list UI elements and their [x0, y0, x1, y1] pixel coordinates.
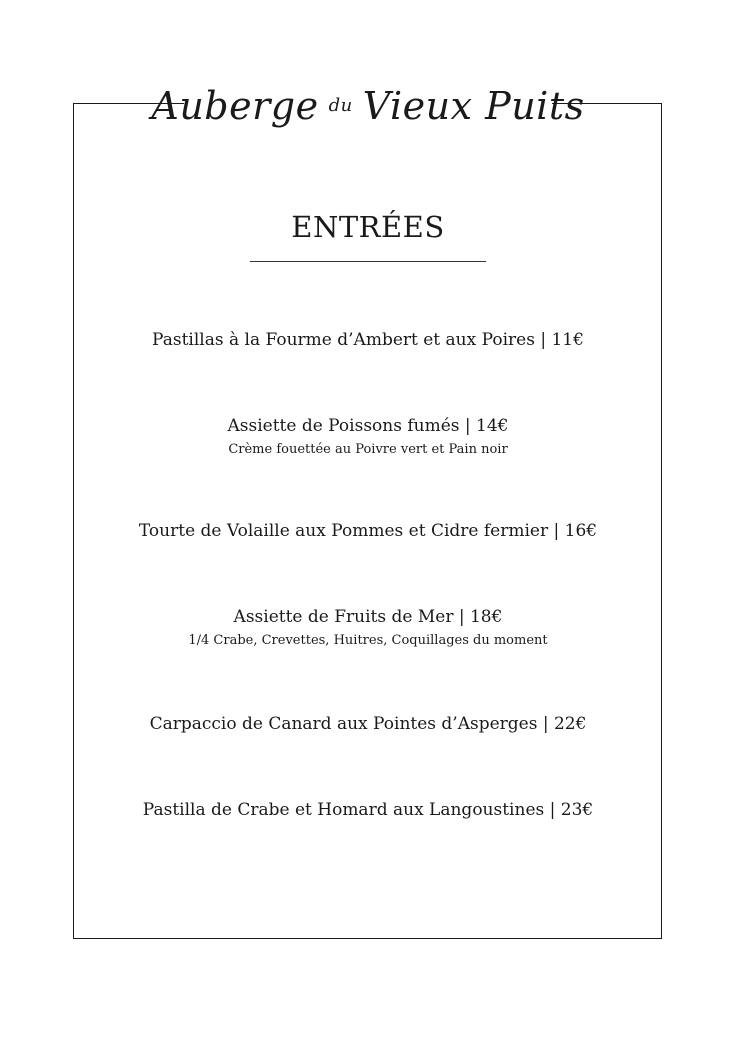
menu-item-description: Crème fouettée au Poivre vert et Pain noir [228, 442, 508, 457]
menu-item [0, 416, 736, 457]
restaurant-logo [151, 70, 585, 142]
menu-item [0, 800, 736, 820]
menu-item-name: Assiette de Poissons fumés | 14€ [227, 416, 509, 436]
menu-item [0, 714, 736, 734]
menu-item-name: Tourte de Volaille aux Pommes et Cidre fermier | 16€ [138, 521, 598, 541]
menu-item [0, 330, 736, 350]
menu-item-description: 1/4 Crabe, Crevettes, Huitres, Coquillages du moment [188, 633, 548, 648]
restaurant-name [151, 84, 584, 128]
menu-item-name: Assiette de Fruits de Mer | 18€ [233, 607, 503, 627]
menu-item [0, 521, 736, 541]
menu-item-name: Pastilla de Crabe et Homard aux Langoustines | 23€ [142, 800, 594, 820]
restaurant-name-du: du [328, 95, 353, 116]
menu-item-name: Pastillas à la Fourme d’Ambert et aux Poires | 11€ [152, 330, 584, 350]
title-divider [250, 261, 486, 262]
menu-item-name: Carpaccio de Canard aux Pointes d’Asperges | 22€ [149, 714, 587, 734]
restaurant-name-part1: Auberge [151, 84, 319, 128]
restaurant-name-part2: Vieux Puits [362, 84, 585, 128]
menu-item [0, 607, 736, 648]
section-title: ENTRÉES [291, 210, 445, 244]
